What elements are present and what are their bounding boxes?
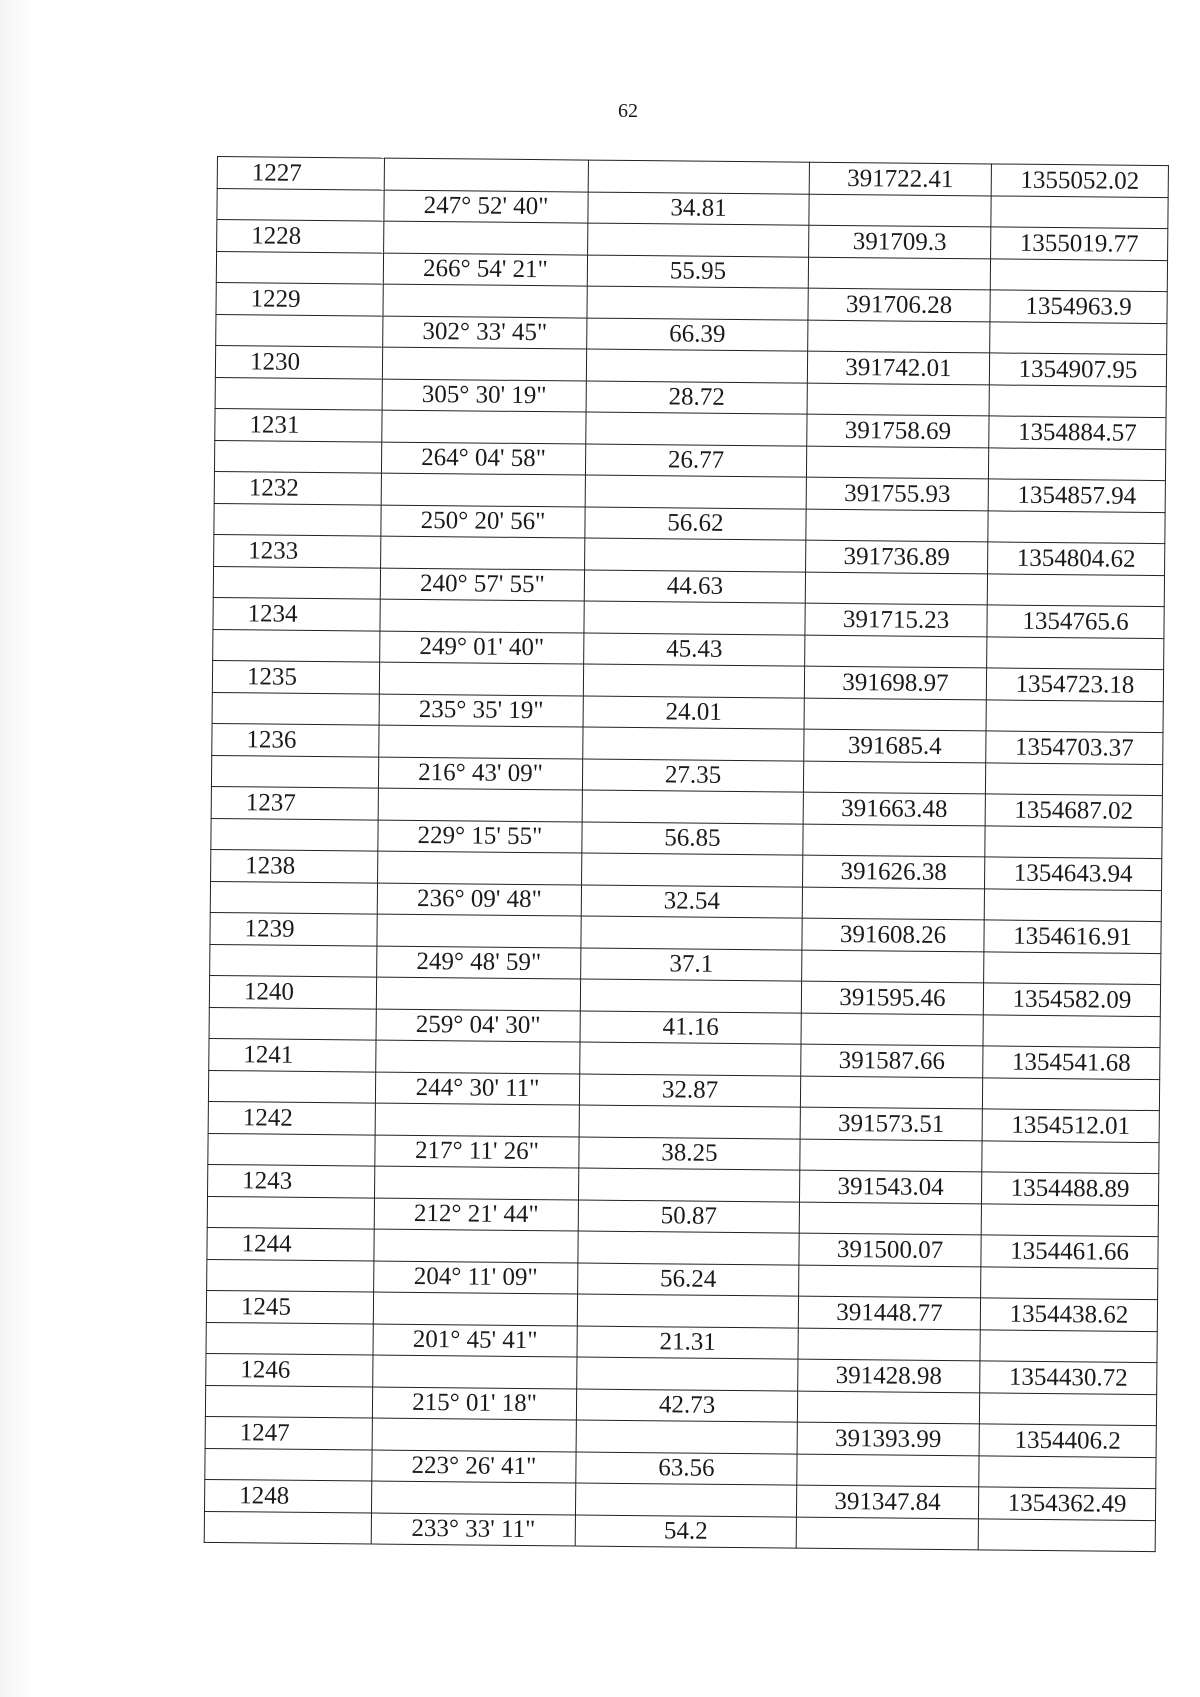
easting-cell: 1354907.95 bbox=[989, 353, 1166, 386]
bearing-cell: 235° 35' 19" bbox=[379, 694, 583, 727]
station-cell bbox=[213, 629, 380, 662]
easting-cell: 1354430.72 bbox=[980, 1361, 1157, 1394]
station-cell bbox=[214, 503, 381, 536]
easting-cell bbox=[987, 636, 1164, 669]
station-cell bbox=[204, 1511, 371, 1544]
distance-cell bbox=[577, 1357, 798, 1391]
distance-cell bbox=[577, 1294, 798, 1328]
easting-cell bbox=[981, 1266, 1158, 1299]
distance-cell: 21.31 bbox=[577, 1326, 798, 1360]
distance-cell: 56.85 bbox=[582, 822, 803, 856]
distance-cell bbox=[583, 664, 804, 698]
northing-cell bbox=[799, 1265, 981, 1298]
easting-cell: 1354512.01 bbox=[982, 1109, 1159, 1142]
scan-edge-shadow bbox=[0, 0, 36, 1697]
survey-coordinates-table bbox=[204, 156, 1169, 1552]
bearing-cell bbox=[379, 725, 583, 758]
station-cell bbox=[215, 377, 382, 410]
easting-cell bbox=[982, 1140, 1159, 1173]
station-cell bbox=[217, 188, 384, 221]
easting-cell bbox=[990, 258, 1167, 291]
bearing-cell bbox=[381, 536, 585, 569]
northing-cell bbox=[803, 824, 985, 857]
northing-cell: 391587.66 bbox=[801, 1044, 983, 1077]
easting-cell: 1354541.68 bbox=[983, 1046, 1160, 1079]
station-cell: 1235 bbox=[212, 660, 379, 693]
distance-cell: 32.87 bbox=[579, 1074, 800, 1108]
easting-cell bbox=[991, 195, 1168, 228]
station-cell: 1242 bbox=[208, 1101, 375, 1134]
station-cell: 1246 bbox=[206, 1353, 373, 1386]
station-cell bbox=[214, 440, 381, 473]
station-cell bbox=[207, 1259, 374, 1292]
northing-cell bbox=[797, 1391, 979, 1424]
distance-cell bbox=[584, 601, 805, 635]
easting-cell bbox=[984, 951, 1161, 984]
easting-cell bbox=[985, 762, 1162, 795]
northing-cell bbox=[800, 1139, 982, 1172]
bearing-cell: 236° 09' 48" bbox=[377, 883, 581, 916]
northing-cell: 391573.51 bbox=[800, 1107, 982, 1140]
bearing-cell: 204° 11' 09" bbox=[374, 1261, 578, 1294]
easting-cell: 1354857.94 bbox=[988, 479, 1165, 512]
station-cell: 1248 bbox=[204, 1479, 371, 1512]
distance-cell: 45.43 bbox=[584, 633, 805, 667]
bearing-cell bbox=[382, 410, 586, 443]
distance-cell bbox=[588, 160, 809, 194]
easting-cell: 1354765.6 bbox=[987, 605, 1164, 638]
northing-cell: 391736.89 bbox=[806, 540, 988, 573]
easting-cell bbox=[979, 1392, 1156, 1425]
bearing-cell: 247° 52' 40" bbox=[384, 190, 588, 223]
distance-cell bbox=[586, 349, 807, 383]
northing-cell: 391448.77 bbox=[798, 1296, 980, 1329]
bearing-cell bbox=[376, 1040, 580, 1073]
easting-cell bbox=[988, 447, 1165, 480]
bearing-cell: 264° 04' 58" bbox=[381, 442, 585, 475]
bearing-cell bbox=[378, 788, 582, 821]
station-cell: 1234 bbox=[213, 597, 380, 630]
easting-cell bbox=[978, 1518, 1155, 1551]
bearing-cell: 266° 54' 21" bbox=[383, 253, 587, 286]
station-cell: 1233 bbox=[214, 534, 381, 567]
bearing-cell bbox=[380, 599, 584, 632]
bearing-cell: 217° 11' 26" bbox=[375, 1135, 579, 1168]
northing-cell bbox=[796, 1517, 978, 1550]
northing-cell: 391742.01 bbox=[807, 351, 989, 384]
easting-cell bbox=[981, 1203, 1158, 1236]
bearing-cell: 201° 45' 41" bbox=[373, 1324, 577, 1357]
bearing-cell bbox=[381, 473, 585, 506]
northing-cell bbox=[801, 1013, 983, 1046]
distance-cell bbox=[588, 223, 809, 257]
bearing-cell: 240° 57' 55" bbox=[380, 568, 584, 601]
distance-cell bbox=[582, 790, 803, 824]
distance-cell bbox=[575, 1483, 796, 1517]
easting-cell bbox=[982, 1077, 1159, 1110]
bearing-cell bbox=[373, 1292, 577, 1325]
distance-cell: 42.73 bbox=[576, 1389, 797, 1423]
distance-cell: 34.81 bbox=[588, 192, 809, 226]
distance-cell: 54.2 bbox=[575, 1515, 796, 1549]
easting-cell bbox=[987, 573, 1164, 606]
bearing-cell bbox=[384, 221, 588, 254]
easting-cell: 1354687.02 bbox=[985, 794, 1162, 827]
bearing-cell: 249° 48' 59" bbox=[377, 946, 581, 979]
bearing-cell: 305° 30' 19" bbox=[382, 379, 586, 412]
easting-cell bbox=[983, 1014, 1160, 1047]
distance-cell: 63.56 bbox=[576, 1452, 797, 1486]
distance-cell: 26.77 bbox=[585, 444, 806, 478]
distance-cell bbox=[578, 1231, 799, 1265]
bearing-cell bbox=[373, 1355, 577, 1388]
distance-cell: 41.16 bbox=[580, 1011, 801, 1045]
table-body bbox=[204, 157, 1168, 1552]
distance-cell: 37.1 bbox=[581, 948, 802, 982]
northing-cell bbox=[806, 446, 988, 479]
station-cell bbox=[209, 1007, 376, 1040]
station-cell: 1230 bbox=[215, 345, 382, 378]
northing-cell: 391709.3 bbox=[809, 225, 991, 258]
bearing-cell: 223° 26' 41" bbox=[372, 1450, 576, 1483]
northing-cell: 391595.46 bbox=[801, 981, 983, 1014]
bearing-cell: 233° 33' 11" bbox=[371, 1513, 575, 1546]
station-cell: 1244 bbox=[207, 1227, 374, 1260]
station-cell bbox=[216, 314, 383, 347]
easting-cell: 1354406.2 bbox=[979, 1424, 1156, 1457]
bearing-cell bbox=[374, 1229, 578, 1262]
distance-cell bbox=[585, 475, 806, 509]
easting-cell: 1354723.18 bbox=[986, 668, 1163, 701]
bearing-cell: 215° 01' 18" bbox=[372, 1387, 576, 1420]
easting-cell bbox=[985, 825, 1162, 858]
station-cell bbox=[208, 1070, 375, 1103]
distance-cell bbox=[581, 916, 802, 950]
bearing-cell bbox=[372, 1418, 576, 1451]
station-cell: 1227 bbox=[217, 157, 384, 190]
distance-cell: 50.87 bbox=[578, 1200, 799, 1234]
easting-cell: 1354643.94 bbox=[985, 857, 1162, 890]
distance-cell: 56.24 bbox=[578, 1263, 799, 1297]
station-cell: 1240 bbox=[209, 975, 376, 1008]
northing-cell bbox=[800, 1076, 982, 1109]
bearing-cell bbox=[375, 1166, 579, 1199]
northing-cell bbox=[802, 887, 984, 920]
distance-cell bbox=[580, 1042, 801, 1076]
station-cell bbox=[207, 1196, 374, 1229]
easting-cell: 1354362.49 bbox=[978, 1487, 1155, 1520]
bearing-cell bbox=[379, 662, 583, 695]
northing-cell bbox=[805, 635, 987, 668]
distance-cell bbox=[579, 1105, 800, 1139]
station-cell: 1236 bbox=[212, 723, 379, 756]
northing-cell: 391722.41 bbox=[809, 162, 991, 195]
station-cell bbox=[210, 881, 377, 914]
bearing-cell bbox=[383, 284, 587, 317]
northing-cell: 391715.23 bbox=[805, 603, 987, 636]
northing-cell: 391543.04 bbox=[799, 1170, 981, 1203]
northing-cell bbox=[803, 761, 985, 794]
northing-cell: 391428.98 bbox=[798, 1359, 980, 1392]
easting-cell: 1354582.09 bbox=[983, 983, 1160, 1016]
easting-cell: 1354884.57 bbox=[989, 416, 1166, 449]
distance-cell bbox=[587, 286, 808, 320]
bearing-cell: 216° 43' 09" bbox=[378, 757, 582, 790]
station-cell bbox=[206, 1322, 373, 1355]
bearing-cell: 302° 33' 45" bbox=[383, 316, 587, 349]
northing-cell: 391347.84 bbox=[796, 1485, 978, 1518]
northing-cell bbox=[805, 572, 987, 605]
bearing-cell: 244° 30' 11" bbox=[375, 1072, 579, 1105]
easting-cell: 1354963.9 bbox=[990, 290, 1167, 323]
station-cell: 1232 bbox=[214, 471, 381, 504]
northing-cell: 391608.26 bbox=[802, 918, 984, 951]
distance-cell: 56.62 bbox=[585, 507, 806, 541]
station-cell: 1238 bbox=[211, 849, 378, 882]
northing-cell: 391758.69 bbox=[807, 414, 989, 447]
bearing-cell: 249° 01' 40" bbox=[380, 631, 584, 664]
station-cell: 1231 bbox=[215, 408, 382, 441]
distance-cell bbox=[578, 1168, 799, 1202]
northing-cell: 391706.28 bbox=[808, 288, 990, 321]
northing-cell bbox=[799, 1202, 981, 1235]
station-cell: 1229 bbox=[216, 282, 383, 315]
bearing-cell: 250° 20' 56" bbox=[381, 505, 585, 538]
station-cell bbox=[210, 944, 377, 977]
northing-cell: 391755.93 bbox=[806, 477, 988, 510]
easting-cell bbox=[990, 321, 1167, 354]
easting-cell bbox=[989, 384, 1166, 417]
station-cell: 1247 bbox=[205, 1416, 372, 1449]
bearing-cell bbox=[377, 914, 581, 947]
northing-cell bbox=[802, 950, 984, 983]
northing-cell bbox=[798, 1328, 980, 1361]
distance-cell bbox=[576, 1420, 797, 1454]
bearing-cell: 259° 04' 30" bbox=[376, 1009, 580, 1042]
distance-cell: 27.35 bbox=[582, 759, 803, 793]
northing-cell: 391685.4 bbox=[804, 729, 986, 762]
station-cell: 1241 bbox=[209, 1038, 376, 1071]
station-cell bbox=[205, 1448, 372, 1481]
distance-cell bbox=[582, 853, 803, 887]
easting-cell bbox=[986, 699, 1163, 732]
easting-cell: 1354488.89 bbox=[981, 1172, 1158, 1205]
page-number: 62 bbox=[618, 100, 638, 122]
distance-cell bbox=[585, 538, 806, 572]
bearing-cell bbox=[378, 851, 582, 884]
distance-cell: 38.25 bbox=[579, 1137, 800, 1171]
northing-cell: 391393.99 bbox=[797, 1422, 979, 1455]
northing-cell bbox=[808, 257, 990, 290]
easting-cell: 1355019.77 bbox=[991, 227, 1168, 260]
northing-cell bbox=[807, 383, 989, 416]
bearing-cell bbox=[376, 977, 580, 1010]
distance-cell bbox=[583, 727, 804, 761]
northing-cell: 391698.97 bbox=[804, 666, 986, 699]
easting-cell bbox=[988, 510, 1165, 543]
distance-cell bbox=[586, 412, 807, 446]
distance-cell: 44.63 bbox=[584, 570, 805, 604]
distance-cell bbox=[580, 979, 801, 1013]
northing-cell: 391500.07 bbox=[799, 1233, 981, 1266]
station-cell bbox=[205, 1385, 372, 1418]
northing-cell bbox=[808, 320, 990, 353]
easting-cell: 1354461.66 bbox=[981, 1235, 1158, 1268]
easting-cell bbox=[984, 888, 1161, 921]
station-cell: 1243 bbox=[208, 1164, 375, 1197]
distance-cell: 28.72 bbox=[586, 381, 807, 415]
station-cell: 1239 bbox=[210, 912, 377, 945]
station-cell bbox=[211, 755, 378, 788]
northing-cell: 391663.48 bbox=[803, 792, 985, 825]
easting-cell: 1354703.37 bbox=[986, 731, 1163, 764]
easting-cell: 1355052.02 bbox=[991, 164, 1168, 197]
northing-cell bbox=[797, 1454, 979, 1487]
bearing-cell bbox=[371, 1481, 575, 1514]
easting-cell bbox=[979, 1455, 1156, 1488]
station-cell: 1245 bbox=[206, 1290, 373, 1323]
easting-cell: 1354438.62 bbox=[980, 1298, 1157, 1331]
station-cell bbox=[216, 251, 383, 284]
bearing-cell: 212° 21' 44" bbox=[374, 1198, 578, 1231]
station-cell bbox=[212, 692, 379, 725]
northing-cell bbox=[804, 698, 986, 731]
northing-cell bbox=[806, 509, 988, 542]
bearing-cell bbox=[382, 347, 586, 380]
station-cell bbox=[211, 818, 378, 851]
station-cell: 1228 bbox=[217, 220, 384, 253]
easting-cell: 1354804.62 bbox=[988, 542, 1165, 575]
distance-cell: 55.95 bbox=[587, 255, 808, 289]
easting-cell bbox=[980, 1329, 1157, 1362]
distance-cell: 66.39 bbox=[587, 318, 808, 352]
station-cell bbox=[213, 566, 380, 599]
distance-cell: 24.01 bbox=[583, 696, 804, 730]
northing-cell bbox=[809, 194, 991, 227]
station-cell: 1237 bbox=[211, 786, 378, 819]
bearing-cell: 229° 15' 55" bbox=[378, 820, 582, 853]
northing-cell: 391626.38 bbox=[803, 855, 985, 888]
bearing-cell bbox=[375, 1103, 579, 1136]
distance-cell: 32.54 bbox=[581, 885, 802, 919]
easting-cell: 1354616.91 bbox=[984, 920, 1161, 953]
bearing-cell bbox=[384, 158, 588, 191]
station-cell bbox=[208, 1133, 375, 1166]
